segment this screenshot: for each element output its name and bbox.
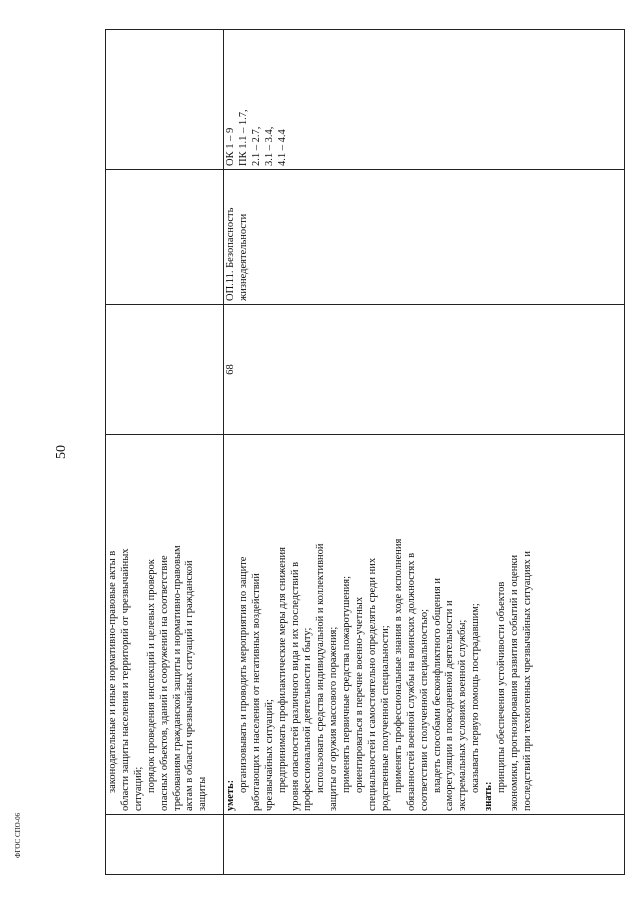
footer-stamp: ФГОС СПО-06 xyxy=(14,812,22,858)
cell-competencies xyxy=(224,30,625,170)
competency-line: 4.1 – 4.4 xyxy=(276,129,288,166)
text-line: защиты xyxy=(197,776,209,811)
znat-label: знать: xyxy=(483,781,495,811)
text-line: организовывать и проводить мероприятия по защите xyxy=(237,556,249,793)
cell-empty xyxy=(106,815,224,875)
text-line: экономики, прогнозирования развития событий и оценки xyxy=(508,554,520,811)
text-line: опасных объектов, зданий и сооружений на соответствие xyxy=(158,555,170,811)
text-line: уровня опасностей различного вида и их последствий в xyxy=(289,561,301,811)
cell-empty xyxy=(106,30,224,170)
table-row xyxy=(224,30,625,875)
text-line: работающих и населения от негативных воздействий xyxy=(250,573,262,811)
text-line: принципы обеспечения устойчивости объектов xyxy=(496,581,508,793)
cell-discipline: ОП.11. Безопасность жизнедеятельности xyxy=(224,170,625,305)
cell-hours: 68 xyxy=(224,305,625,435)
text-line: обязанностей военной службы на воинских должностях в xyxy=(405,552,417,811)
page-number: 50 xyxy=(54,445,69,459)
text-line: области защиты населения и территорий от чрезвычайных xyxy=(119,548,131,811)
rotated-table xyxy=(105,30,620,875)
text-line: ориентироваться в перечне военно-учетных xyxy=(354,596,366,793)
text-line: защиты от оружия массового поражения; xyxy=(328,626,340,811)
text-line: экстремальных условиях военной службы; xyxy=(457,619,469,811)
cell-empty xyxy=(224,815,625,875)
text-line: применять профессиональные знания в ходе исполнения xyxy=(392,538,404,793)
text-line: предпринимать профилактические меры для снижения xyxy=(276,547,288,793)
umet-label: уметь: xyxy=(225,779,236,811)
text-line: требованиям гражданской защиты и нормативно-правовым xyxy=(171,545,183,811)
text-line: чрезвычайных ситуаций; xyxy=(263,699,275,811)
text-line: специальностей и самостоятельно определять среди них xyxy=(366,557,378,811)
text-line: порядок проведения инспекций и целевых проверок xyxy=(145,559,157,793)
curriculum-table xyxy=(105,29,625,875)
competency-line: 3.1 – 3.4, xyxy=(263,126,275,166)
text-line: соответствии с полученной специальностью; xyxy=(418,608,430,811)
competency-line: ОК 1 – 9 xyxy=(225,127,236,166)
text-line: владеть способами бесконфликтного общения и xyxy=(431,578,443,793)
text-line: применять первичные средства пожаротушения; xyxy=(341,575,353,793)
cell-empty xyxy=(106,305,224,435)
table-row xyxy=(106,30,224,875)
text-line: родственные полученной специальности; xyxy=(379,625,391,811)
text-line: последствий при техногенных чрезвычайных ситуациях и xyxy=(521,551,533,811)
text-line: оказывать первую помощь пострадавшим; xyxy=(470,603,482,793)
cell-top-content xyxy=(106,435,224,815)
cell-main-content xyxy=(224,435,625,815)
competency-line: ПК 1.1 – 1.7, xyxy=(237,109,249,166)
text-line: саморегуляции в повседневной деятельности и xyxy=(444,600,456,811)
text-line: использовать средства индивидуальной и коллективной xyxy=(315,543,327,793)
text-line: актам в области чрезвычайных ситуаций и гражданской xyxy=(184,560,196,811)
text-line: законодательные и иные нормативно-правовые акты в xyxy=(107,550,118,793)
text-line: ситуаций; xyxy=(132,766,144,811)
competency-line: 2.1 – 2.7, xyxy=(250,126,262,166)
text-line: профессиональной деятельности и быту; xyxy=(302,627,314,811)
cell-empty xyxy=(106,170,224,305)
